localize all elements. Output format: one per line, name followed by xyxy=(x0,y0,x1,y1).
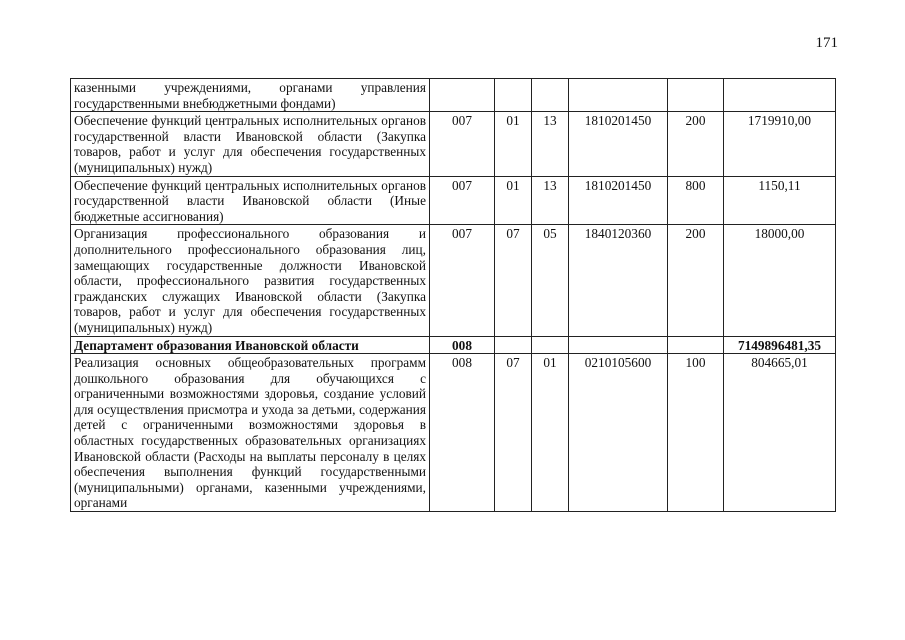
row-description: Обеспечение функций центральных исполнительных органов государственной власти Ивановской области (Иные бюджетные ассигнования) xyxy=(71,176,430,225)
row-description: казенными учреждениями, органами управления государственными внебюджетными фондами) xyxy=(71,79,430,112)
cell-sum xyxy=(724,79,836,112)
cell-rz: 07 xyxy=(495,225,532,336)
table-row xyxy=(71,79,836,112)
cell-pr: 13 xyxy=(532,176,569,225)
cell-gr: 008 xyxy=(430,336,495,354)
cell-rz xyxy=(495,79,532,112)
cell-sum: 18000,00 xyxy=(724,225,836,336)
cell-pr: 13 xyxy=(532,112,569,176)
budget-table xyxy=(70,78,836,512)
row-description: Реализация основных общеобразовательных программ дошкольного образования для обучающихся с ограниченными возможностями здоровья, создание условий для осуществления присмотра и ухода за детьми, содержания детей с ограниченными возможностями здоровья в областных государственных образовательных организациях Ивановской области (Расходы на выплаты персоналу в целях обеспечения выполнения функций государственными (муниципальными) органами, казенными учреждениями, органами xyxy=(71,354,430,512)
cell-vr: 200 xyxy=(668,112,724,176)
cell-vr: 200 xyxy=(668,225,724,336)
cell-sum: 1150,11 xyxy=(724,176,836,225)
cell-gr: 008 xyxy=(430,354,495,512)
cell-gr: 007 xyxy=(430,112,495,176)
cell-pr xyxy=(532,336,569,354)
cell-gr: 007 xyxy=(430,176,495,225)
cell-vr: 100 xyxy=(668,354,724,512)
cell-csr: 1810201450 xyxy=(569,176,668,225)
cell-rz: 01 xyxy=(495,176,532,225)
cell-csr: 1810201450 xyxy=(569,112,668,176)
cell-pr: 05 xyxy=(532,225,569,336)
table-row xyxy=(71,176,836,225)
page-number: 171 xyxy=(815,35,838,51)
cell-vr: 800 xyxy=(668,176,724,225)
table-row xyxy=(71,112,836,176)
department-total: 7149896481,35 xyxy=(724,336,836,354)
table-row xyxy=(71,354,836,512)
cell-csr xyxy=(569,79,668,112)
table-row xyxy=(71,225,836,336)
row-description: Организация профессионального образования и дополнительного профессионального образования лиц, замещающих государственные должности Ивановской области, профессионального развития государственных гражданских служащих Ивановской области (Закупка товаров, работ и услуг для обеспечения государственных (муниципальных) нужд) xyxy=(71,225,430,336)
cell-vr xyxy=(668,336,724,354)
department-name: Департамент образования Ивановской области xyxy=(71,336,430,354)
cell-pr: 01 xyxy=(532,354,569,512)
cell-vr xyxy=(668,79,724,112)
cell-gr: 007 xyxy=(430,225,495,336)
cell-csr xyxy=(569,336,668,354)
cell-rz: 01 xyxy=(495,112,532,176)
cell-csr: 0210105600 xyxy=(569,354,668,512)
cell-sum: 804665,01 xyxy=(724,354,836,512)
cell-gr xyxy=(430,79,495,112)
cell-rz xyxy=(495,336,532,354)
department-row xyxy=(71,336,836,354)
cell-csr: 1840120360 xyxy=(569,225,668,336)
cell-sum: 1719910,00 xyxy=(724,112,836,176)
row-description: Обеспечение функций центральных исполнительных органов государственной власти Ивановской области (Закупка товаров, работ и услуг для обеспечения государственных (муниципальных) нужд) xyxy=(71,112,430,176)
cell-rz: 07 xyxy=(495,354,532,512)
cell-pr xyxy=(532,79,569,112)
